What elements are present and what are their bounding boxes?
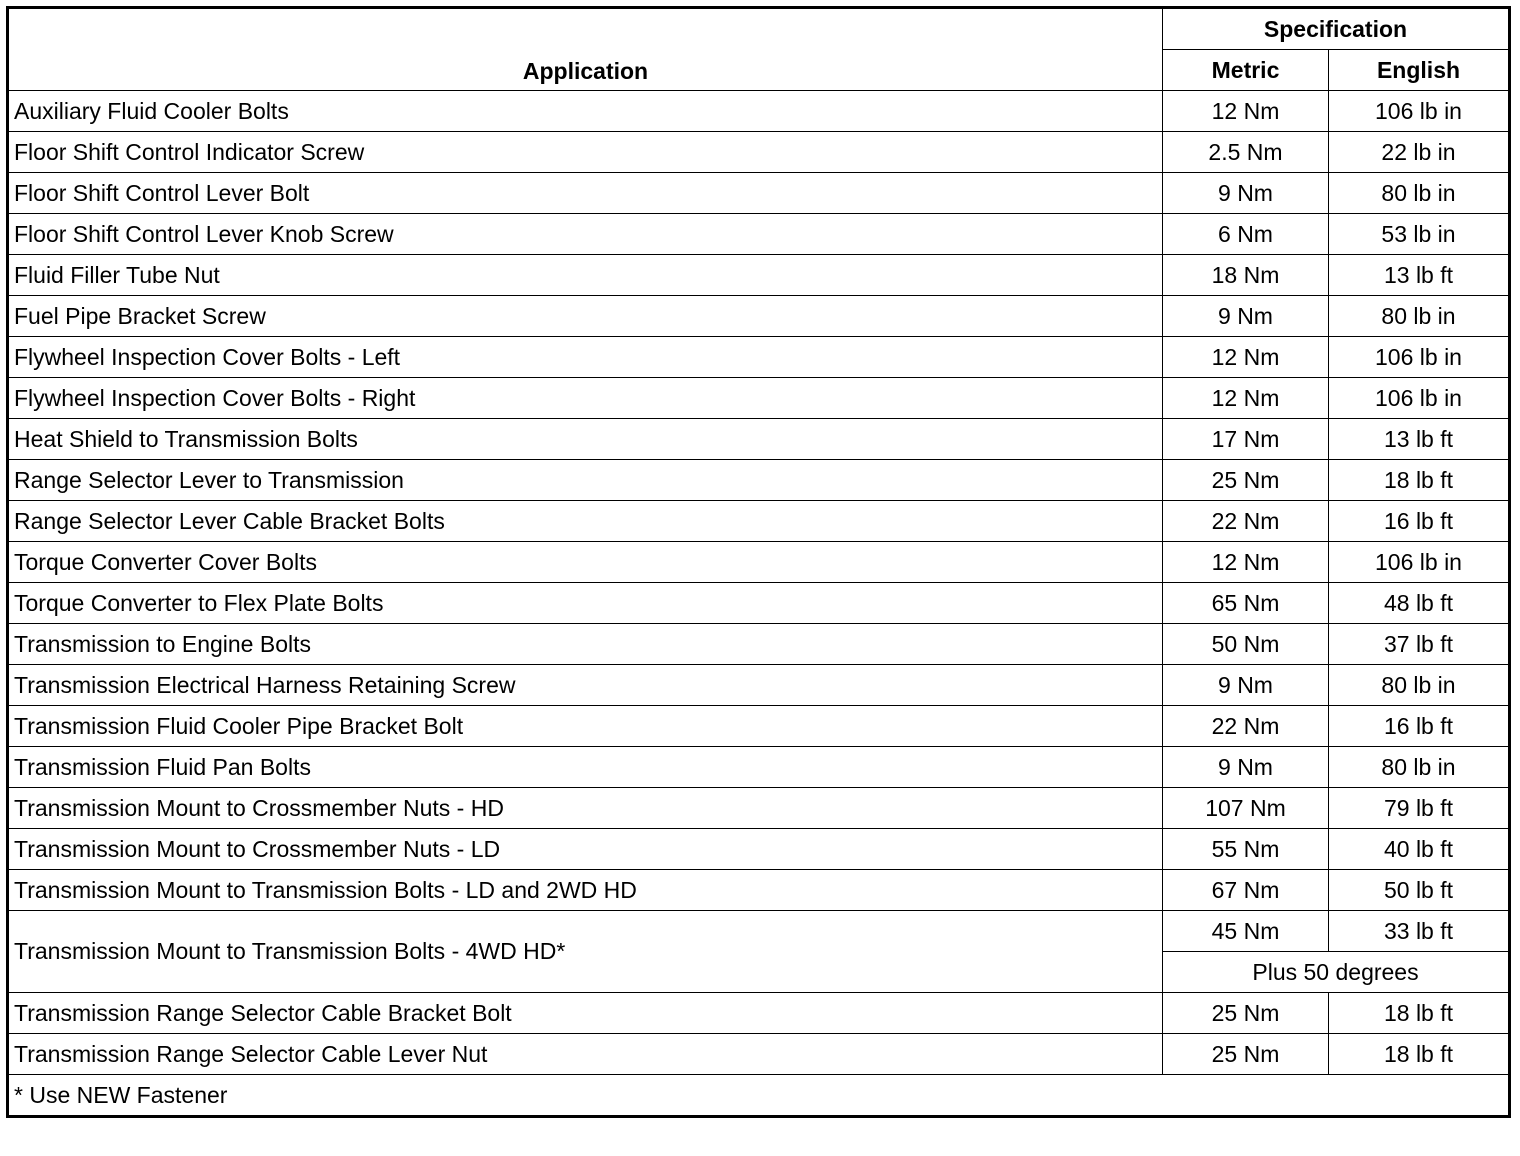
application-cell: Range Selector Lever to Transmission xyxy=(8,460,1163,501)
table-row xyxy=(8,993,1510,1034)
application-cell: Floor Shift Control Indicator Screw xyxy=(8,132,1163,173)
english-cell: 53 lb in xyxy=(1329,214,1510,255)
application-cell: Transmission Mount to Transmission Bolts - LD and 2WD HD xyxy=(8,870,1163,911)
application-header: Application xyxy=(8,8,1163,91)
application-cell: Transmission Fluid Pan Bolts xyxy=(8,747,1163,788)
footnote: * Use NEW Fastener xyxy=(8,1075,1510,1117)
english-cell: 16 lb ft xyxy=(1329,706,1510,747)
metric-cell: 9 Nm xyxy=(1163,173,1329,214)
table-row xyxy=(8,296,1510,337)
metric-cell: 12 Nm xyxy=(1163,337,1329,378)
application-cell: Floor Shift Control Lever Bolt xyxy=(8,173,1163,214)
application-cell: Fluid Filler Tube Nut xyxy=(8,255,1163,296)
application-cell: Heat Shield to Transmission Bolts xyxy=(8,419,1163,460)
metric-cell: 45 Nm xyxy=(1163,911,1329,952)
english-cell: 106 lb in xyxy=(1329,337,1510,378)
application-cell: Torque Converter Cover Bolts xyxy=(8,542,1163,583)
footer-row xyxy=(8,1075,1510,1117)
metric-cell: 2.5 Nm xyxy=(1163,132,1329,173)
english-cell: 106 lb in xyxy=(1329,378,1510,419)
table-row xyxy=(8,870,1510,911)
metric-cell: 17 Nm xyxy=(1163,419,1329,460)
metric-cell: 25 Nm xyxy=(1163,993,1329,1034)
table-row xyxy=(8,829,1510,870)
metric-cell: 67 Nm xyxy=(1163,870,1329,911)
english-cell: 22 lb in xyxy=(1329,132,1510,173)
english-cell: 80 lb in xyxy=(1329,665,1510,706)
table-row xyxy=(8,378,1510,419)
metric-cell: 9 Nm xyxy=(1163,747,1329,788)
table-row xyxy=(8,460,1510,501)
metric-cell: 25 Nm xyxy=(1163,1034,1329,1075)
english-cell: 79 lb ft xyxy=(1329,788,1510,829)
table-row xyxy=(8,747,1510,788)
metric-cell: 50 Nm xyxy=(1163,624,1329,665)
specification-header: Specification xyxy=(1163,8,1510,50)
table-row xyxy=(8,1034,1510,1075)
application-cell: Transmission Mount to Transmission Bolts - 4WD HD* xyxy=(8,911,1163,993)
english-cell: 48 lb ft xyxy=(1329,583,1510,624)
table-row xyxy=(8,419,1510,460)
application-cell: Transmission Range Selector Cable Bracket Bolt xyxy=(8,993,1163,1034)
application-cell: Auxiliary Fluid Cooler Bolts xyxy=(8,91,1163,132)
application-cell: Transmission Electrical Harness Retaining Screw xyxy=(8,665,1163,706)
application-cell: Flywheel Inspection Cover Bolts - Right xyxy=(8,378,1163,419)
metric-cell: 25 Nm xyxy=(1163,460,1329,501)
table-row xyxy=(8,91,1510,132)
table-row xyxy=(8,788,1510,829)
english-cell: 106 lb in xyxy=(1329,91,1510,132)
english-cell: 18 lb ft xyxy=(1329,993,1510,1034)
application-cell: Torque Converter to Flex Plate Bolts xyxy=(8,583,1163,624)
english-cell: 106 lb in xyxy=(1329,542,1510,583)
metric-cell: 18 Nm xyxy=(1163,255,1329,296)
application-cell: Fuel Pipe Bracket Screw xyxy=(8,296,1163,337)
english-cell: 37 lb ft xyxy=(1329,624,1510,665)
english-cell: 80 lb in xyxy=(1329,747,1510,788)
table-row xyxy=(8,132,1510,173)
english-cell: 40 lb ft xyxy=(1329,829,1510,870)
english-cell: 16 lb ft xyxy=(1329,501,1510,542)
table-row xyxy=(8,255,1510,296)
table-row xyxy=(8,665,1510,706)
english-cell: 80 lb in xyxy=(1329,296,1510,337)
english-header: English xyxy=(1329,50,1510,91)
application-cell: Transmission to Engine Bolts xyxy=(8,624,1163,665)
table-row xyxy=(8,214,1510,255)
english-cell: 80 lb in xyxy=(1329,173,1510,214)
metric-cell: 9 Nm xyxy=(1163,665,1329,706)
english-cell: 18 lb ft xyxy=(1329,1034,1510,1075)
metric-cell: 12 Nm xyxy=(1163,91,1329,132)
metric-cell: 12 Nm xyxy=(1163,378,1329,419)
english-cell: 50 lb ft xyxy=(1329,870,1510,911)
application-cell: Transmission Mount to Crossmember Nuts - HD xyxy=(8,788,1163,829)
application-cell: Floor Shift Control Lever Knob Screw xyxy=(8,214,1163,255)
metric-cell: 65 Nm xyxy=(1163,583,1329,624)
metric-cell: 55 Nm xyxy=(1163,829,1329,870)
application-cell: Transmission Range Selector Cable Lever Nut xyxy=(8,1034,1163,1075)
application-cell: Transmission Fluid Cooler Pipe Bracket Bolt xyxy=(8,706,1163,747)
application-cell: Transmission Mount to Crossmember Nuts - LD xyxy=(8,829,1163,870)
metric-header: Metric xyxy=(1163,50,1329,91)
table-row-special xyxy=(8,911,1510,952)
metric-cell: 22 Nm xyxy=(1163,501,1329,542)
table-row xyxy=(8,583,1510,624)
torque-spec-table xyxy=(6,6,1511,1118)
table-row xyxy=(8,542,1510,583)
application-cell: Flywheel Inspection Cover Bolts - Left xyxy=(8,337,1163,378)
english-cell: 18 lb ft xyxy=(1329,460,1510,501)
application-cell: Range Selector Lever Cable Bracket Bolts xyxy=(8,501,1163,542)
metric-cell: 22 Nm xyxy=(1163,706,1329,747)
table-row xyxy=(8,501,1510,542)
metric-cell: 12 Nm xyxy=(1163,542,1329,583)
english-cell: 33 lb ft xyxy=(1329,911,1510,952)
english-cell: 13 lb ft xyxy=(1329,419,1510,460)
table-row xyxy=(8,337,1510,378)
english-cell: 13 lb ft xyxy=(1329,255,1510,296)
metric-cell: 6 Nm xyxy=(1163,214,1329,255)
metric-cell: 107 Nm xyxy=(1163,788,1329,829)
angle-note-cell: Plus 50 degrees xyxy=(1163,952,1510,993)
table-row xyxy=(8,706,1510,747)
table-row xyxy=(8,624,1510,665)
table-row xyxy=(8,173,1510,214)
metric-cell: 9 Nm xyxy=(1163,296,1329,337)
